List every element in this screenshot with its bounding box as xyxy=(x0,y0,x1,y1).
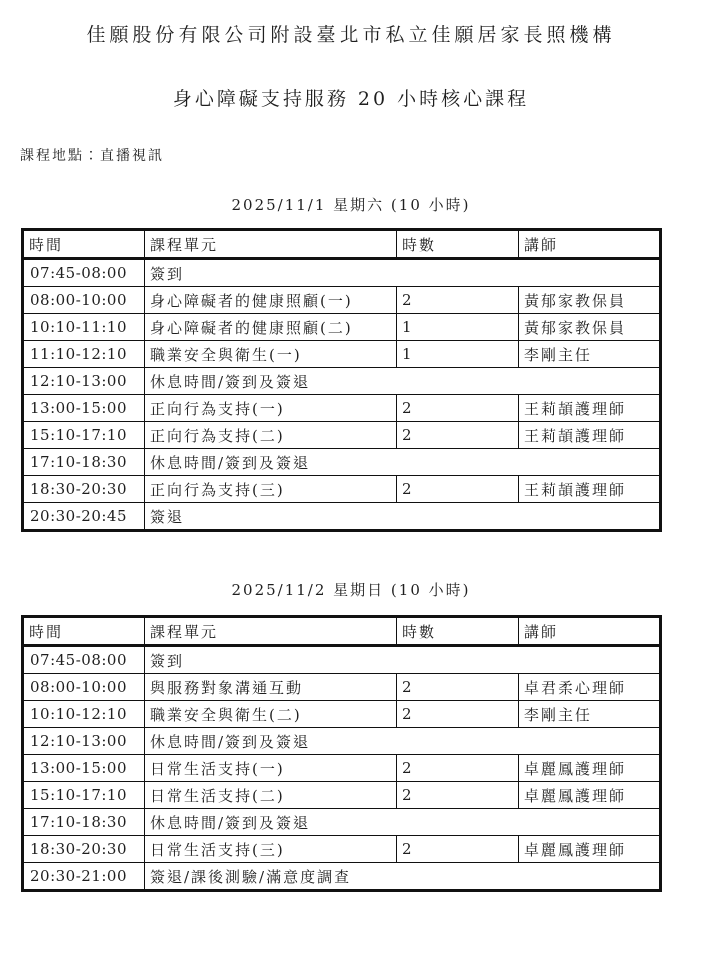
time-cell: 15:10-17:10 xyxy=(23,782,145,809)
unit-cell: 休息時間/簽到及簽退 xyxy=(145,368,661,395)
schedule-caption-day1: 2025/11/1 星期六 (10 小時) xyxy=(231,196,471,214)
schedule-row xyxy=(23,782,661,809)
unit-cell: 簽到 xyxy=(145,646,661,674)
unit-cell: 日常生活支持(一) xyxy=(145,755,397,782)
time-cell: 15:10-17:10 xyxy=(23,422,145,449)
column-header: 課程單元 xyxy=(145,230,397,259)
time-cell: 13:00-15:00 xyxy=(23,395,145,422)
schedule-table-day1 xyxy=(21,228,662,532)
time-cell: 12:10-13:00 xyxy=(23,728,145,755)
schedule-row xyxy=(23,755,661,782)
schedule-row xyxy=(23,341,661,368)
schedule-row xyxy=(23,368,661,395)
time-cell: 20:30-20:45 xyxy=(23,503,145,531)
unit-cell: 身心障礙者的健康照顧(二) xyxy=(145,314,397,341)
time-cell: 10:10-12:10 xyxy=(23,701,145,728)
schedule-row xyxy=(23,646,661,674)
hours-cell: 2 xyxy=(397,755,519,782)
unit-cell: 正向行為支持(二) xyxy=(145,422,397,449)
time-cell: 12:10-13:00 xyxy=(23,368,145,395)
column-header: 講師 xyxy=(519,230,661,259)
time-cell: 18:30-20:30 xyxy=(23,476,145,503)
hours-cell: 1 xyxy=(397,314,519,341)
lecturer-cell: 黃郁家教保員 xyxy=(519,314,661,341)
schedule-caption-day2: 2025/11/2 星期日 (10 小時) xyxy=(231,581,471,599)
schedule-row xyxy=(23,395,661,422)
unit-cell: 日常生活支持(三) xyxy=(145,836,397,863)
unit-cell: 簽到 xyxy=(145,259,661,287)
unit-cell: 休息時間/簽到及簽退 xyxy=(145,809,661,836)
table-header-row xyxy=(23,617,661,646)
lecturer-cell: 李剛主任 xyxy=(519,701,661,728)
unit-cell: 簽退 xyxy=(145,503,661,531)
page-title: 佳願股份有限公司附設臺北市私立佳願居家長照機構 xyxy=(86,24,616,46)
unit-cell: 休息時間/簽到及簽退 xyxy=(145,728,661,755)
time-cell: 07:45-08:00 xyxy=(23,646,145,674)
schedule-row xyxy=(23,863,661,891)
schedule-row xyxy=(23,674,661,701)
time-cell: 20:30-21:00 xyxy=(23,863,145,891)
hours-cell: 2 xyxy=(397,395,519,422)
column-header: 課程單元 xyxy=(145,617,397,646)
time-cell: 08:00-10:00 xyxy=(23,674,145,701)
schedule-row xyxy=(23,476,661,503)
time-cell: 17:10-18:30 xyxy=(23,449,145,476)
schedule-row xyxy=(23,287,661,314)
unit-cell: 與服務對象溝通互動 xyxy=(145,674,397,701)
unit-cell: 休息時間/簽到及簽退 xyxy=(145,449,661,476)
lecturer-cell: 卓麗鳳護理師 xyxy=(519,836,661,863)
column-header: 時間 xyxy=(23,230,145,259)
schedule-row xyxy=(23,314,661,341)
hours-cell: 2 xyxy=(397,674,519,701)
schedule-table-day2 xyxy=(21,615,662,892)
page-subtitle: 身心障礙支持服務 20 小時核心課程 xyxy=(172,88,530,110)
lecturer-cell: 卓麗鳳護理師 xyxy=(519,755,661,782)
column-header: 時間 xyxy=(23,617,145,646)
hours-cell: 2 xyxy=(397,287,519,314)
unit-cell: 身心障礙者的健康照顧(一) xyxy=(145,287,397,314)
schedule-row xyxy=(23,728,661,755)
schedule-row xyxy=(23,449,661,476)
time-cell: 11:10-12:10 xyxy=(23,341,145,368)
lecturer-cell: 李剛主任 xyxy=(519,341,661,368)
schedule-row xyxy=(23,259,661,287)
hours-cell: 2 xyxy=(397,836,519,863)
lecturer-cell: 卓麗鳳護理師 xyxy=(519,782,661,809)
unit-cell: 職業安全與衛生(一) xyxy=(145,341,397,368)
time-cell: 08:00-10:00 xyxy=(23,287,145,314)
schedule-row xyxy=(23,503,661,531)
lecturer-cell: 王莉頡護理師 xyxy=(519,422,661,449)
hours-cell: 2 xyxy=(397,422,519,449)
column-header: 時數 xyxy=(397,617,519,646)
time-cell: 17:10-18:30 xyxy=(23,809,145,836)
hours-cell: 2 xyxy=(397,476,519,503)
course-location-line: 課程地點：直播視訊 xyxy=(20,148,164,164)
schedule-row xyxy=(23,422,661,449)
unit-cell: 日常生活支持(二) xyxy=(145,782,397,809)
unit-cell: 職業安全與衛生(二) xyxy=(145,701,397,728)
unit-cell: 正向行為支持(三) xyxy=(145,476,397,503)
time-cell: 18:30-20:30 xyxy=(23,836,145,863)
time-cell: 10:10-11:10 xyxy=(23,314,145,341)
time-cell: 13:00-15:00 xyxy=(23,755,145,782)
unit-cell: 正向行為支持(一) xyxy=(145,395,397,422)
schedule-row xyxy=(23,701,661,728)
schedule-row xyxy=(23,809,661,836)
unit-cell: 簽退/課後測驗/滿意度調查 xyxy=(145,863,661,891)
schedule-row xyxy=(23,836,661,863)
lecturer-cell: 王莉頡護理師 xyxy=(519,395,661,422)
hours-cell: 2 xyxy=(397,782,519,809)
column-header: 講師 xyxy=(519,617,661,646)
column-header: 時數 xyxy=(397,230,519,259)
time-cell: 07:45-08:00 xyxy=(23,259,145,287)
lecturer-cell: 卓君柔心理師 xyxy=(519,674,661,701)
hours-cell: 2 xyxy=(397,701,519,728)
lecturer-cell: 黃郁家教保員 xyxy=(519,287,661,314)
hours-cell: 1 xyxy=(397,341,519,368)
table-header-row xyxy=(23,230,661,259)
lecturer-cell: 王莉頡護理師 xyxy=(519,476,661,503)
